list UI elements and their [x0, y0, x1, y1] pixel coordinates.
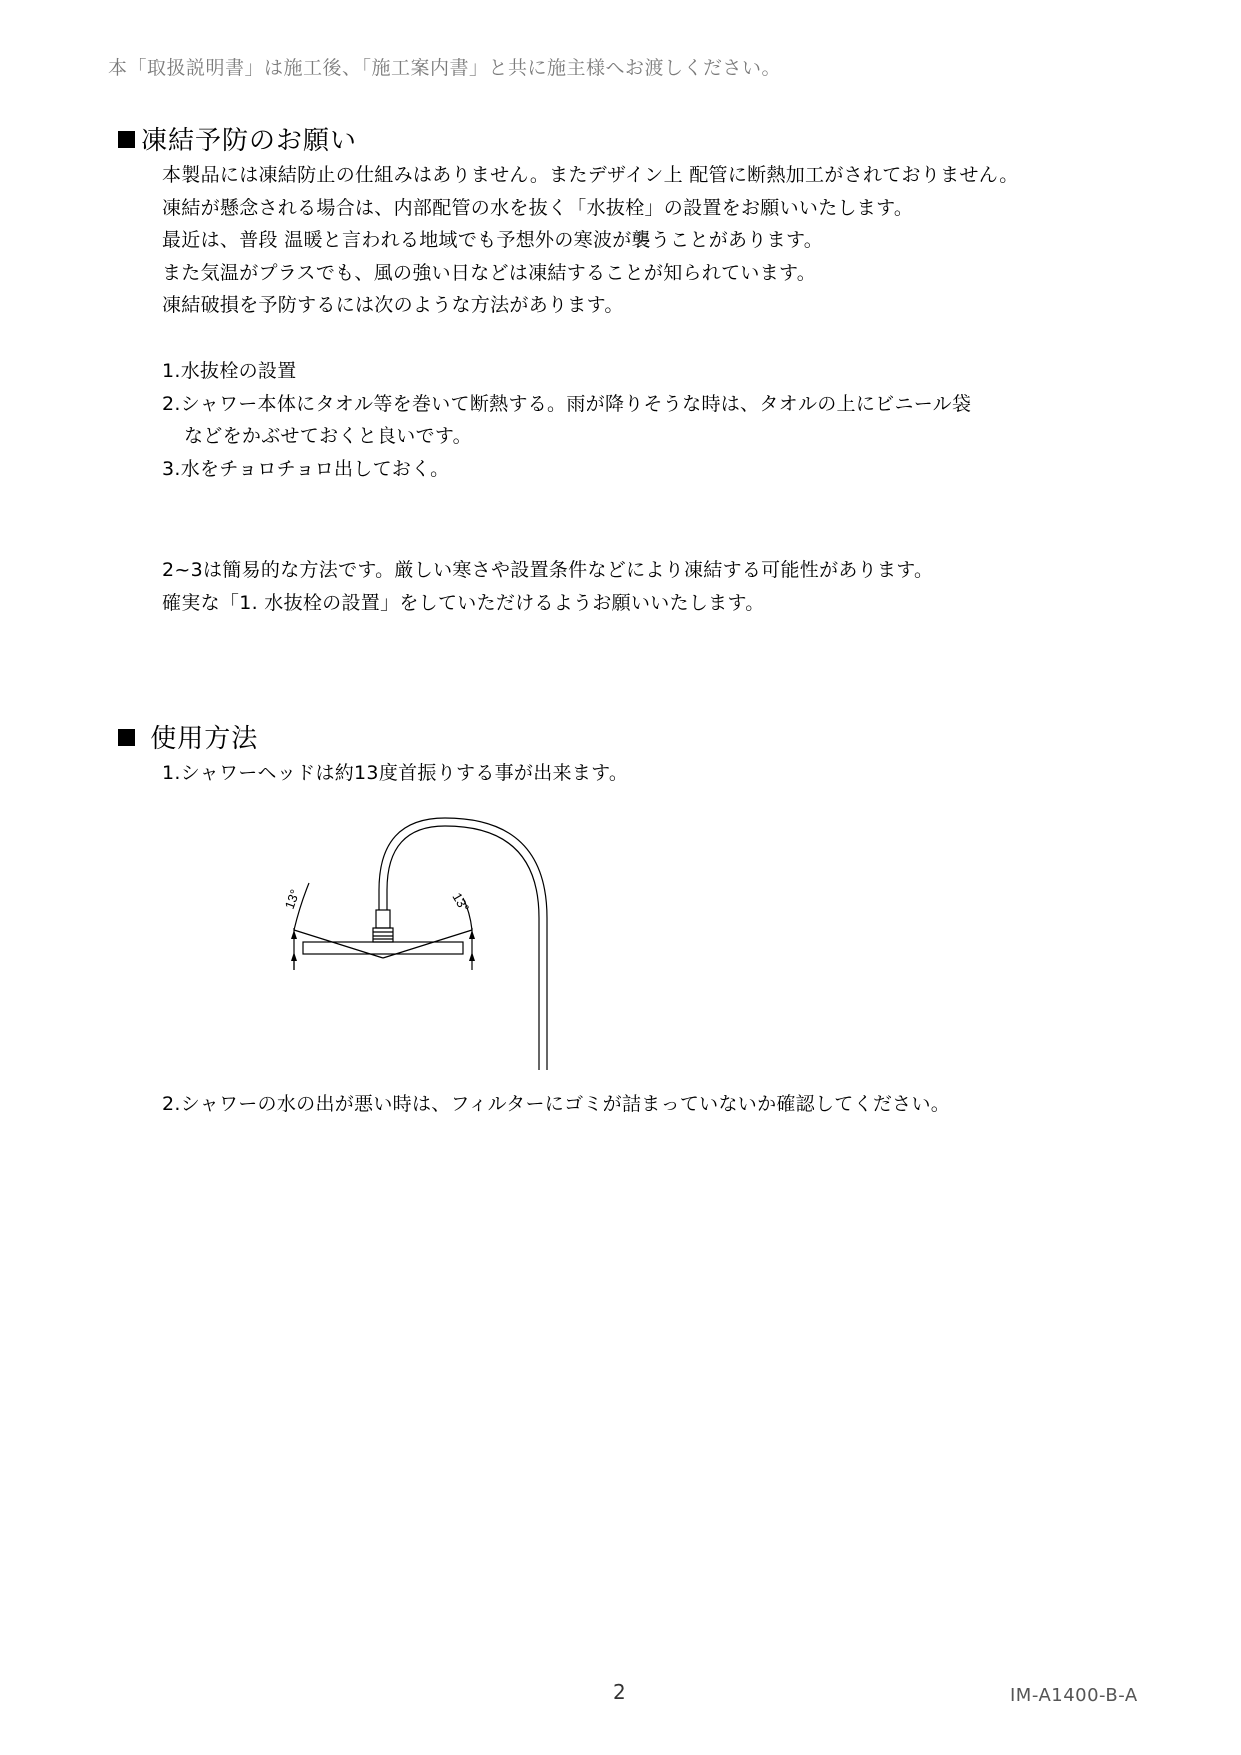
freeze-note: [162, 554, 933, 619]
freeze-section-title: 凍結予防のお願い: [141, 126, 358, 156]
freeze-intro-line: 最近は、普段 温暖と言われる地域でも予想外の寒波が襲うことがあります。: [162, 229, 824, 251]
usage-item-2-text: 2.シャワーの水の出が悪い時は、フィルターにゴミが詰まっていないか確認してください。: [162, 1093, 951, 1115]
swivel-joint: [376, 910, 390, 928]
usage-section-title: 使用方法: [150, 724, 259, 754]
shower-head-plate: [303, 942, 463, 954]
page-number: 2: [613, 1680, 626, 1704]
angle-label-right: 13°: [449, 890, 473, 915]
freeze-method-item: 2.シャワー本体にタオル等を巻いて断熱する。雨が降りそうな時は、タオルの上にビニール袋: [162, 392, 972, 415]
freeze-methods-list: [162, 355, 971, 485]
freeze-method-item: 1.水抜栓の設置: [162, 360, 297, 382]
swivel-nut: [373, 928, 393, 942]
usage-item-2: [162, 1088, 950, 1121]
freeze-method-item: 3.水をチョロチョロ出しておく。: [162, 457, 450, 480]
freeze-intro: [162, 159, 1019, 322]
freeze-note-line: 確実な「1. 水抜栓の設置」をしていただけるようお願いいたします。: [162, 591, 765, 614]
black-square-icon: [118, 131, 135, 148]
freeze-intro-line: 凍結が懸念される場合は、内部配管の水を抜く「水抜栓」の設置をお願いいたします。: [162, 196, 914, 219]
freeze-intro-line: 本製品には凍結防止の仕組みはありません。またデザイン上 配管に断熱加工がされておりません。: [162, 164, 1019, 186]
freeze-method-item-continued: などをかぶせておくと良いです。: [184, 425, 472, 447]
freeze-section-heading: [118, 120, 357, 157]
usage-item-1-text: 1.シャワーヘッドは約13度首振りする事が出来ます。: [162, 762, 629, 784]
angle-label-left: 13°: [281, 887, 303, 912]
freeze-intro-line: また気温がプラスでも、風の強い日などは凍結することが知られています。: [162, 261, 817, 284]
header-note: 本「取扱説明書」は施工後、「施工案内書」と共に施主様へお渡しください。: [108, 57, 782, 79]
freeze-intro-line: 凍結破損を予防するには次のような方法があります。: [162, 294, 624, 316]
shower-swivel-diagram: [280, 808, 560, 1070]
freeze-note-line: 2~3は簡易的な方法です。厳しい寒さや設置条件などにより凍結する可能性があります。: [162, 559, 934, 581]
usage-item-1: [162, 757, 628, 790]
document-code: IM-A1400-B-A: [1010, 1685, 1138, 1706]
usage-section-heading: [118, 718, 258, 755]
black-square-icon: [118, 729, 135, 746]
